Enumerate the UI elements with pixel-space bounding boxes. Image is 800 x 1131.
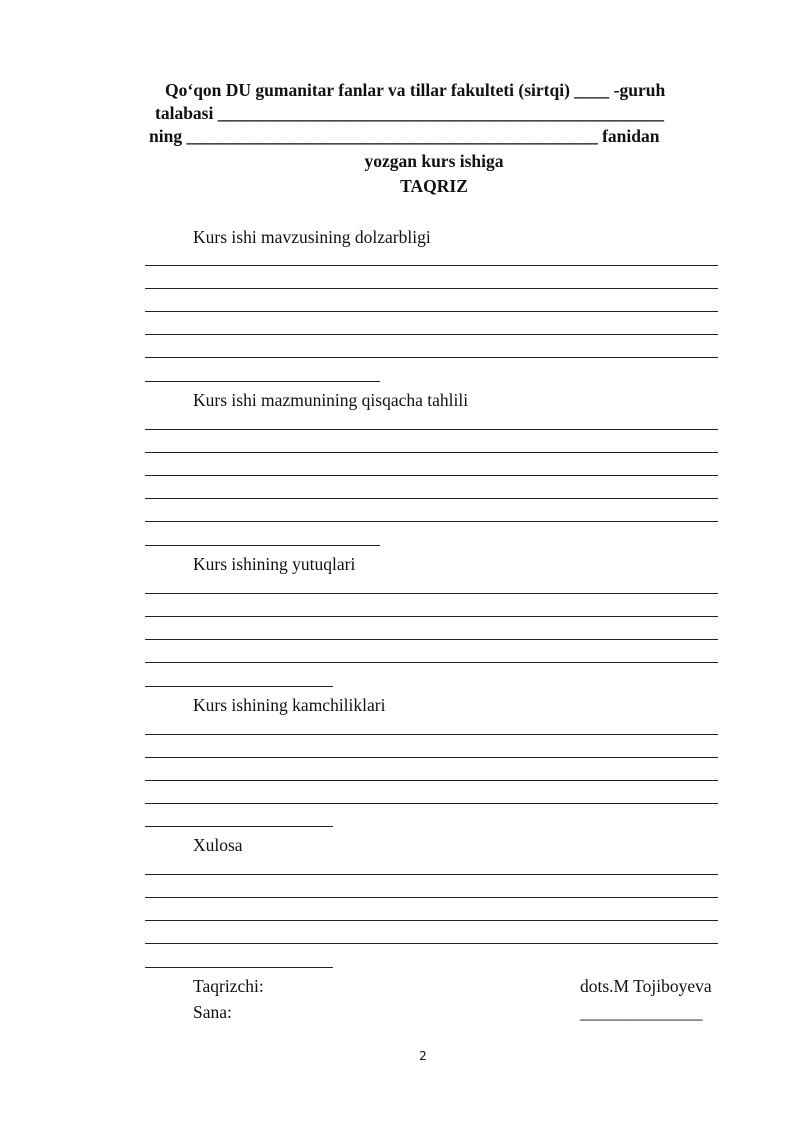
writing-line — [145, 265, 718, 266]
page-title: TAQRIZ — [400, 176, 468, 196]
writing-line-short — [145, 826, 333, 827]
page-number: 2 — [419, 1049, 427, 1063]
writing-line — [145, 780, 718, 781]
date-blank: ______________ — [580, 1002, 703, 1022]
header-coursework-line: yozgan kurs ishiga — [364, 151, 504, 171]
writing-line — [145, 757, 718, 758]
writing-line-short — [145, 545, 380, 546]
writing-line — [145, 803, 718, 804]
writing-line — [145, 662, 718, 663]
writing-line — [145, 429, 718, 430]
writing-line — [145, 593, 718, 594]
writing-line — [145, 897, 718, 898]
section-label-achievements: Kurs ishining yutuqlari — [193, 554, 356, 574]
section-label-relevance: Kurs ishi mavzusining dolzarbligi — [193, 227, 431, 247]
writing-line — [145, 334, 718, 335]
header-faculty-line: Qo‘qon DU gumanitar fanlar va tillar fakulteti (sirtqi) ____ -guruh — [165, 80, 666, 100]
header-student-line: talabasi ___________________________________________________ — [155, 103, 664, 123]
writing-line — [145, 734, 718, 735]
writing-line — [145, 874, 718, 875]
date-label: Sana: — [193, 1002, 232, 1022]
writing-line — [145, 639, 718, 640]
writing-line — [145, 475, 718, 476]
writing-line — [145, 943, 718, 944]
section-label-shortcomings: Kurs ishining kamchiliklari — [193, 695, 386, 715]
reviewer-name: dots.M Tojiboyeva — [580, 976, 712, 996]
writing-line — [145, 311, 718, 312]
writing-line — [145, 357, 718, 358]
writing-line-short — [145, 381, 380, 382]
writing-line — [145, 452, 718, 453]
section-label-content-analysis: Kurs ishi mazmunining qisqacha tahlili — [193, 390, 469, 410]
section-label-conclusion: Xulosa — [193, 835, 243, 855]
writing-line-short — [145, 686, 333, 687]
writing-line — [145, 920, 718, 921]
reviewer-label: Taqrizchi: — [193, 976, 264, 996]
writing-line — [145, 616, 718, 617]
header-subject-line: ning _______________________________________________ fanidan — [149, 126, 660, 146]
writing-line — [145, 288, 718, 289]
writing-line — [145, 521, 718, 522]
writing-line-short — [145, 967, 333, 968]
writing-line — [145, 498, 718, 499]
